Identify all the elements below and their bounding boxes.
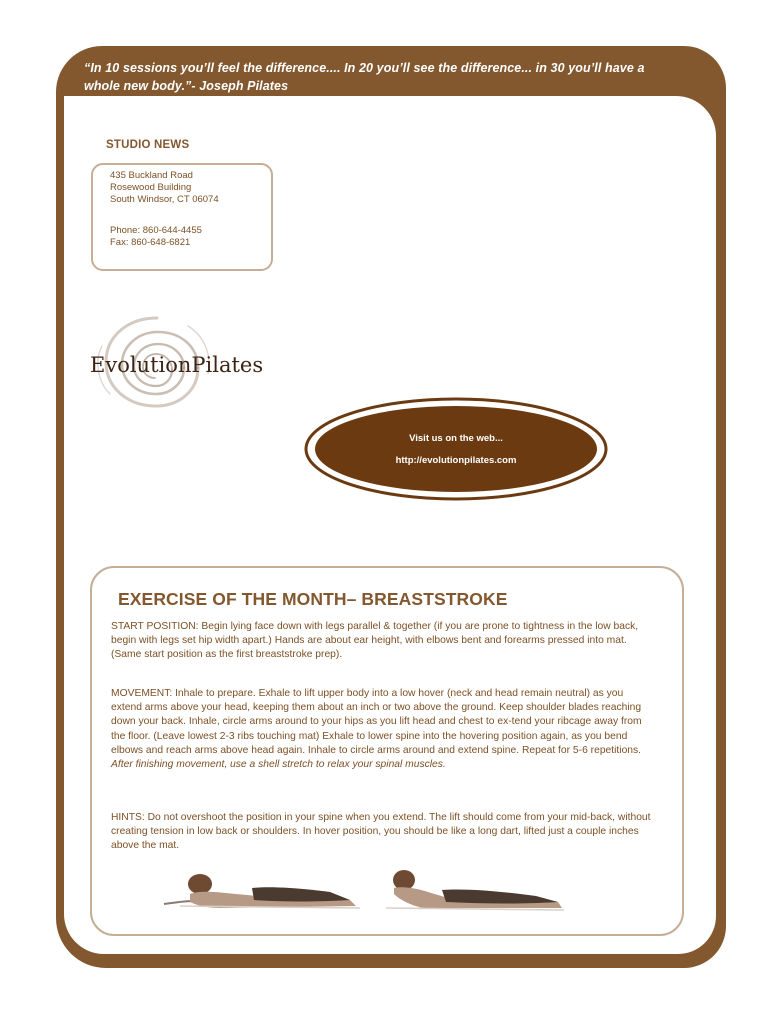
breaststroke-start-figure — [160, 866, 360, 916]
header-quote: “In 10 sessions you’ll feel the difference.... In 20 you’ll see the difference... in 30 you’ll have a whole new body.”- Joseph Pilates — [84, 61, 645, 93]
address-block — [110, 170, 219, 206]
web-label: Visit us on the web... — [409, 433, 503, 444]
movement-text: MOVEMENT: Inhale to prepare. Exhale to lift upper body into a low hover (neck and head remain neutral) as you extend arms above your head, keeping them about an inch or two above the ground. Keep shoulder blades reaching down your back. Inhale, circle arms around to your hips as you lift head and chest to ex-tend your ribcage away from the floor. (Leave lowest 2-3 ribs touching mat) Exhale to lower spine into the hovering position again, as you bend elbows and reach arms above head again. Inhale to circle arms around and extend spine. Repeat for 5-6 repetitions. — [111, 688, 642, 756]
exercise-title: EXERCISE OF THE MONTH– BREASTSTROKE — [118, 589, 508, 609]
contact-block — [110, 225, 202, 249]
hints-text: HINTS: Do not overshoot the position in your spine when you extend. The lift should come from your mid-back, without creating tension in low back or shoulders. In hover position, you should be like a long dart, lifted just a couple inches above the mat. — [111, 812, 651, 852]
movement-paragraph — [111, 687, 656, 772]
movement-tip: After finishing movement, use a shell stretch to relax your spinal muscles. — [111, 759, 446, 771]
phone-number: Phone: 860-644-4455 — [110, 225, 202, 236]
breaststroke-extended-figure — [376, 864, 566, 916]
address-line: 435 Buckland Road — [110, 170, 193, 181]
logo-text: EvolutionPilates — [90, 353, 264, 377]
web-url-link[interactable]: http://evolutionpilates.com — [395, 455, 517, 466]
start-position-text: START POSITION: Begin lying face down with legs parallel & together (if you are prone to tightness in the low back, begin with legs set hip width apart.) Hands are about ear height, with elbows bent and forearms pressed into mat. (Same start position as the first breaststroke prep). — [111, 621, 639, 661]
fax-number: Fax: 860-648-6821 — [110, 237, 191, 248]
logo — [88, 316, 286, 410]
studio-news-title: STUDIO NEWS — [106, 139, 190, 151]
address-line: South Windsor, CT 06074 — [110, 194, 219, 205]
web-badge — [302, 396, 610, 502]
address-line: Rosewood Building — [110, 182, 192, 193]
